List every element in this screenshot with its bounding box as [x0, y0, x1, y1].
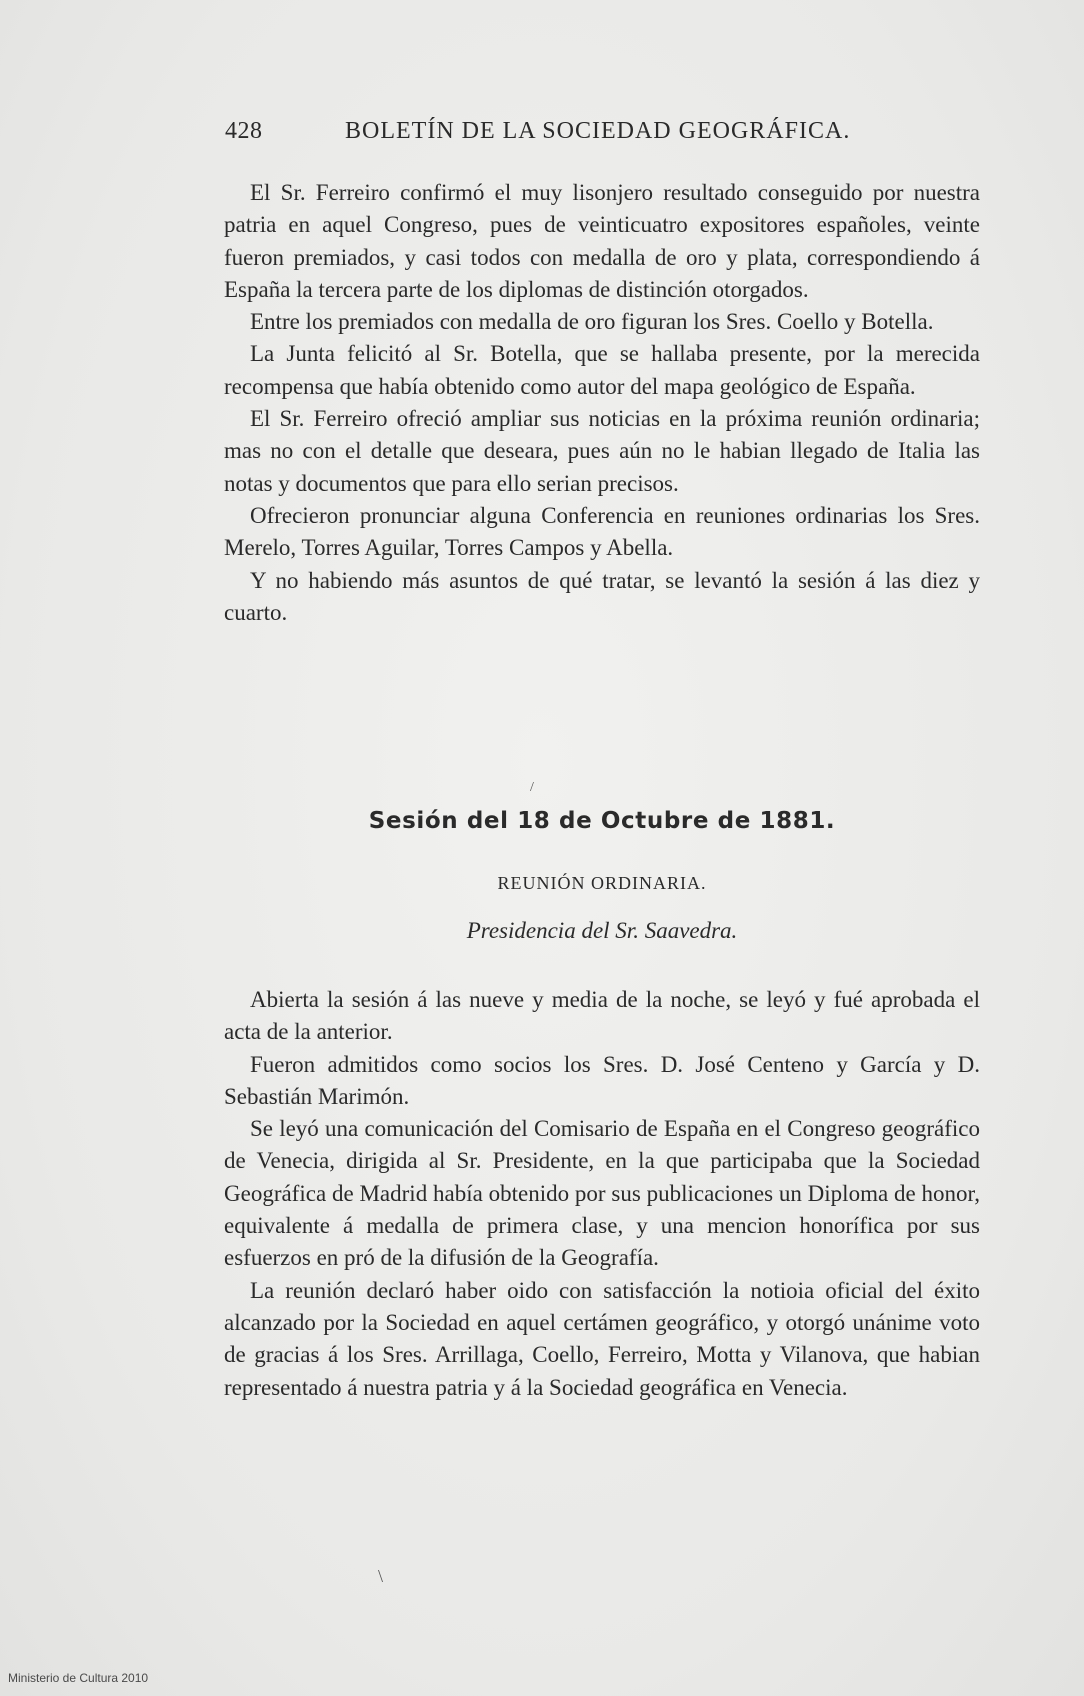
page-number: 428: [225, 118, 263, 144]
minutes-session-body: [224, 984, 980, 1404]
meeting-type: REUNIÓN ORDINARIA.: [497, 873, 707, 893]
presidency-line: Presidencia del Sr. Saavedra.: [466, 918, 738, 943]
paragraph: El Sr. Ferreiro confirmó el muy lisonjero resultado conseguido por nuestra patria en aquel Congreso, pues de veinticuatro expositores españoles, veinte fueron premiados, y casi todos con medalla de oro y plata, correspondiendo á España la tercera parte de los diplomas de distinción otorgados.: [224, 180, 980, 302]
page-header: [225, 118, 995, 154]
paragraph: Entre los premiados con medalla de oro figuran los Sres. Coello y Botella.: [250, 309, 934, 335]
paragraph: Abierta la sesión á las nueve y media de la noche, se leyó y fué aprobada el acta de la anterior.: [224, 987, 980, 1045]
paragraph: La reunión declaró haber oido con satisfacción la notioia oficial del éxito alcanzado por la Sociedad en aquel certámen geográfico, y otorgó unánime voto de gracias á los Sres. Arrillaga, Coello, Ferreiro, Motta y Vilanova, que habian representado á nuestra patria y á la Sociedad geográfica en Venecia.: [224, 1277, 980, 1400]
paragraph: Se leyó una comunicación del Comisario de España en el Congreso geográfico de Venecia, dirigida al Sr. Presidente, en la que participaba que la Sociedad Geográfica de Madrid había obtenido por sus publicaciones un Diploma de honor, equivalente á medalla de primera clase, y una mencion honorífica por sus esfuerzos en pró de la difusión de la Geografía.: [224, 1116, 980, 1271]
paragraph: La Junta felicitó al Sr. Botella, que se hallaba presente, por la merecida recompensa que había obtenido como autor del mapa geológico de España.: [224, 341, 980, 399]
digitization-credit: Ministerio de Cultura 2010: [8, 1671, 149, 1685]
session-heading: Sesión del 18 de Octubre de 1881.: [368, 808, 836, 834]
print-speck: \: [378, 1566, 384, 1586]
paragraph: Ofrecieron pronunciar alguna Conferencia en reuniones ordinarias los Sres. Merelo, Torres Aguilar, Torres Campos y Abella.: [224, 502, 980, 561]
paragraph: El Sr. Ferreiro ofreció ampliar sus noticias en la próxima reunión ordinaria; mas no con el detalle que deseara, pues aún no le habian llegado de Italia las notas y documentos que para ello serian precisos.: [224, 406, 980, 496]
running-title: BOLETÍN DE LA SOCIEDAD GEOGRÁFICA.: [345, 118, 851, 144]
minutes-previous-session: [224, 177, 980, 629]
print-speck: /: [530, 780, 534, 795]
paragraph: Fueron admitidos como socios los Sres. D. José Centeno y García y D. Sebastián Marimón.: [224, 1051, 980, 1109]
paragraph: Y no habiendo más asuntos de qué tratar, se levantó la sesión á las diez y cuarto.: [224, 567, 980, 625]
